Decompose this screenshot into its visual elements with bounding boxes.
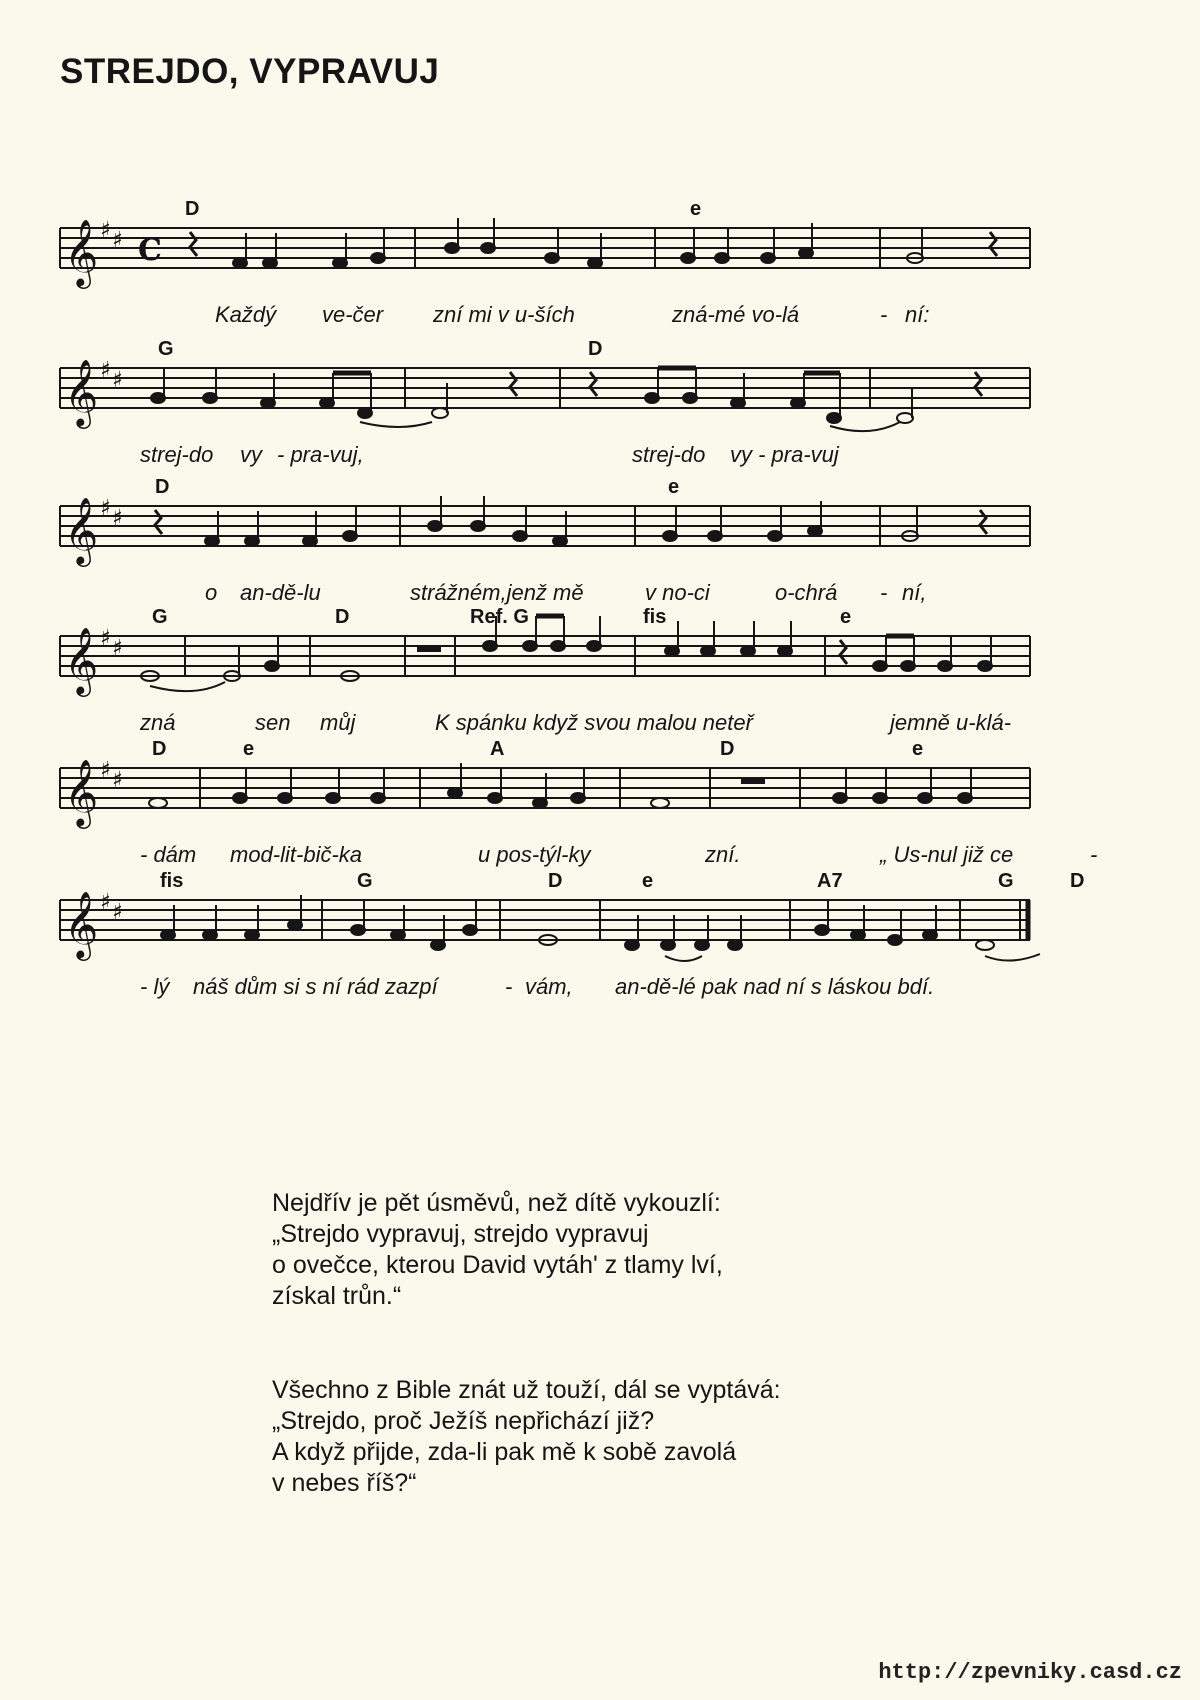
chord: e xyxy=(668,476,680,498)
lyric: ní: xyxy=(905,302,930,327)
lyric: můj xyxy=(320,710,356,735)
music-system-1 xyxy=(0,190,1200,327)
staff-1 xyxy=(0,190,1200,320)
music-system-5 xyxy=(0,730,1200,867)
lyric: ve-čer xyxy=(322,302,384,327)
lyric: zná-mé vo-lá xyxy=(672,302,800,327)
svg-text:♯: ♯ xyxy=(100,358,111,383)
verse-line: Všechno z Bible znát už touží, dál se vyptává: xyxy=(272,1376,781,1404)
chord: G xyxy=(158,338,174,360)
lyric: - xyxy=(505,974,513,999)
svg-text:𝄞: 𝄞 xyxy=(64,496,99,564)
chord: G xyxy=(357,870,373,892)
svg-text:𝄞: 𝄞 xyxy=(64,626,99,694)
chord: fis xyxy=(643,606,667,628)
music-system-2 xyxy=(0,330,1200,467)
lyric: sen xyxy=(255,710,291,735)
lyric: - xyxy=(880,580,888,605)
svg-text:♯: ♯ xyxy=(100,890,111,915)
verse-line: získal trůn.“ xyxy=(272,1282,402,1310)
chord: D xyxy=(185,198,200,220)
chord: e xyxy=(912,738,924,760)
lyric: - xyxy=(1090,842,1098,867)
lyric: strážném,jenž mě xyxy=(410,580,584,605)
chord: e xyxy=(690,198,702,220)
svg-text:♯: ♯ xyxy=(112,228,123,253)
lyric: mod-lit-bič-ka xyxy=(230,842,363,867)
chord: D xyxy=(335,606,350,628)
chord: A7 xyxy=(817,870,843,892)
lyric: - lý xyxy=(140,974,170,999)
verse-2 xyxy=(272,1375,972,1499)
verse-line: o ovečce, kterou David vytáh' z tlamy lví, xyxy=(272,1251,723,1279)
lyric: vy xyxy=(240,442,262,467)
source-url[interactable]: http://zpevniky.casd.cz xyxy=(878,1660,1182,1685)
staff-3 xyxy=(0,468,1200,598)
chord: A xyxy=(490,738,505,760)
chord: G xyxy=(152,606,168,628)
verse-line: „Strejdo vypravuj, strejdo vypravuj xyxy=(272,1220,649,1248)
svg-text:♯: ♯ xyxy=(100,626,111,651)
lyric: - xyxy=(880,302,888,327)
lyric: u pos-týl-ky xyxy=(478,842,591,867)
lyric: jemně u-klá- xyxy=(890,710,1012,735)
lyric: v no-ci xyxy=(645,580,710,605)
lyric: an-dě-lu xyxy=(240,580,321,605)
lyric: zní mi v u-ších xyxy=(433,302,575,327)
svg-text:♯: ♯ xyxy=(100,218,111,243)
svg-text:𝄞: 𝄞 xyxy=(64,358,99,426)
chord: fis xyxy=(160,870,184,892)
chord: D xyxy=(155,476,170,498)
svg-text:𝄞: 𝄞 xyxy=(64,890,99,958)
music-system-6 xyxy=(0,862,1200,999)
svg-text:𝄞: 𝄞 xyxy=(64,218,99,286)
lyric: „ Us-nul již ce xyxy=(880,842,1014,867)
verse-line: A když přijde, zda-li pak mě k sobě zavolá xyxy=(272,1438,737,1466)
lyric: strej-do xyxy=(632,442,706,467)
lyric: K spánku když svou malou neteř xyxy=(435,710,753,735)
lyric: o xyxy=(205,580,218,605)
lyric: - pra-vuj, xyxy=(277,442,364,467)
verse-line: v nebes říš?“ xyxy=(272,1469,417,1497)
lyric: strej-do xyxy=(140,442,214,467)
music-system-3 xyxy=(0,468,1200,605)
music-system-4 xyxy=(0,598,1200,735)
svg-text:♯: ♯ xyxy=(112,768,123,793)
svg-text:♯: ♯ xyxy=(112,636,123,661)
verse-line: „Strejdo, proč Ježíš nepřichází již? xyxy=(272,1407,655,1435)
svg-text:♯: ♯ xyxy=(112,506,123,531)
chord: D xyxy=(152,738,167,760)
svg-text:♯: ♯ xyxy=(100,496,111,521)
staff-4 xyxy=(0,598,1200,728)
chord: e xyxy=(642,870,654,892)
svg-text:♯: ♯ xyxy=(100,758,111,783)
lyric: vám, xyxy=(525,974,573,999)
svg-text:♯: ♯ xyxy=(112,368,123,393)
lyric: o-chrá xyxy=(775,580,838,605)
svg-text:♯: ♯ xyxy=(112,900,123,925)
lyric: vy - pra-vuj xyxy=(730,442,839,467)
lyric: an-dě-lé pak nad ní s láskou bdí. xyxy=(615,974,935,999)
svg-text:C: C xyxy=(138,233,162,268)
lyric: zní. xyxy=(705,842,741,867)
lyric: ní, xyxy=(902,580,927,605)
verse-line: Nejdřív je pět úsměvů, než dítě vykouzlí: xyxy=(272,1189,721,1217)
chord: Ref. G xyxy=(470,606,529,628)
chord: D xyxy=(1070,870,1085,892)
chord: e xyxy=(840,606,852,628)
chord: e xyxy=(243,738,255,760)
chord: G xyxy=(998,870,1014,892)
song-title: STREJDO, VYPRAVUJ xyxy=(60,52,440,91)
verse-1 xyxy=(272,1188,972,1312)
staff-5 xyxy=(0,730,1200,860)
chord: D xyxy=(548,870,563,892)
chord: D xyxy=(720,738,735,760)
svg-text:𝄞: 𝄞 xyxy=(64,758,99,826)
lyric: Každý xyxy=(215,302,277,327)
lyric: - dám xyxy=(140,842,197,867)
chord: D xyxy=(588,338,603,360)
lyric: zná xyxy=(140,710,176,735)
lyric: náš dům si s ní rád zazpí xyxy=(193,974,438,999)
